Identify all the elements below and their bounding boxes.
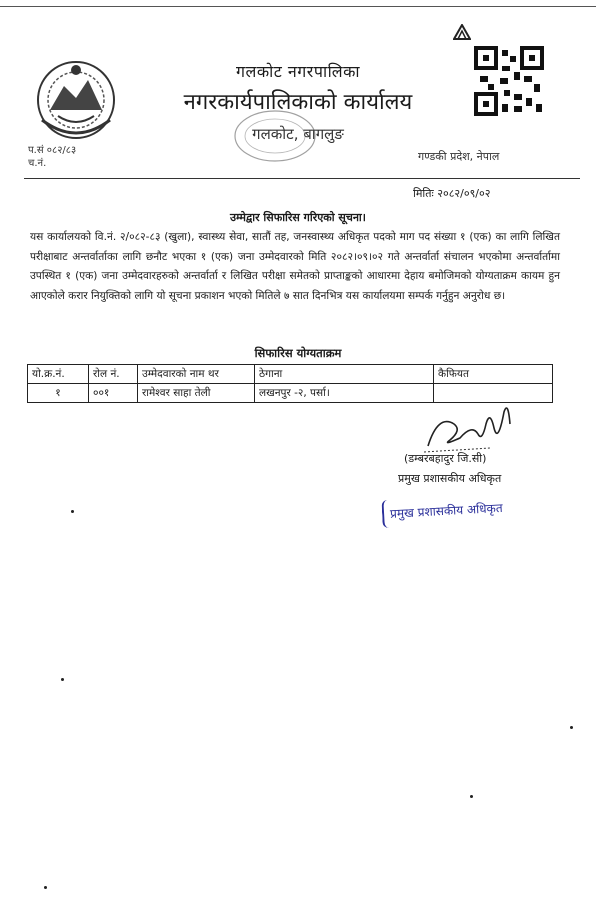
col-header-name: उम्मेदवारको नाम थर [138,365,255,384]
table-title: सिफारिस योग्यताक्रम [254,346,342,360]
speck [570,726,573,729]
municipality-name: गलकोट नगरपालिका [235,62,361,81]
table-header-row [28,365,553,384]
speck [470,795,473,798]
ref-number: प.सं ०८२/८३ [28,145,77,156]
col-header-roll: रोल नं. [89,365,138,384]
province-label: गण्डकी प्रदेश, नेपाल [418,150,500,163]
dispatch-number: च.नं. [28,158,47,169]
speck [61,678,64,681]
speck [71,510,74,513]
signature-icon [420,394,520,458]
notice-body: यस कार्यालयको वि.नं. २/०८२-८३ (खुला), स्वास्थ्य सेवा, सातौं तह, जनस्वास्थ्य अधिकृत पदको माग पद संख्या १ (एक) का लागि लिखित परीक्षाबाट अन्तर्वार्ताका लागि छनौट भएका १ (एक) जना उम्मेदवारको मिति २०८२।०९।०२ गते अन्तर्वार्ता संचालन भएकोमा अन्तर्वार्तामा उपस्थित १ (एक) जना उम्मेदवारहरुको अन्तर्वार्ता र लिखित परीक्षा समेतको प्राप्ताङ्कको आधारमा देहाय बमोजिमको योग्यताक्रम कायम हुन आएकोले करार नियुक्तिको लागि यो सूचना प्रकाशन भएको मितिले ७ सात दिनभित्र यस कार्यालयमा सम्पर्क गर्नुहुन अनुरोध छ। [30,231,560,302]
top-edge-line [0,0,596,7]
col-header-remarks: कैफियत [434,365,553,384]
col-header-address: ठेगाना [255,365,434,384]
cell-address: लखनपुर -२, पर्सा। [255,384,434,403]
designation-stamp: प्रमुख प्रशासकीय अधिकृत [381,492,544,528]
header-divider [24,178,580,179]
office-name: नगरकार्यपालिकाको कार्यालय [183,90,413,115]
col-header-serial: यो.क्र.नं. [28,365,89,384]
cell-name: रामेश्वर साहा तेली [138,384,255,403]
signatory-name: (डम्बरबहादुर जि.सी) [404,452,487,465]
speck [44,886,47,889]
reference-numbers [28,144,76,170]
small-logo-icon [453,24,471,40]
notice-title: उम्मेद्वार सिफारिस गरिएको सूचना। [230,211,366,224]
signatory-title: प्रमुख प्रशासकीय अधिकृत [398,472,502,485]
notice-date: मितिः २०८२/०९/०२ [413,187,491,200]
cell-roll: ००१ [89,384,138,403]
cell-serial: १ [28,384,89,403]
office-stamp-icon [232,108,318,164]
office-address: गलकोट, बागलुङ [252,125,344,143]
